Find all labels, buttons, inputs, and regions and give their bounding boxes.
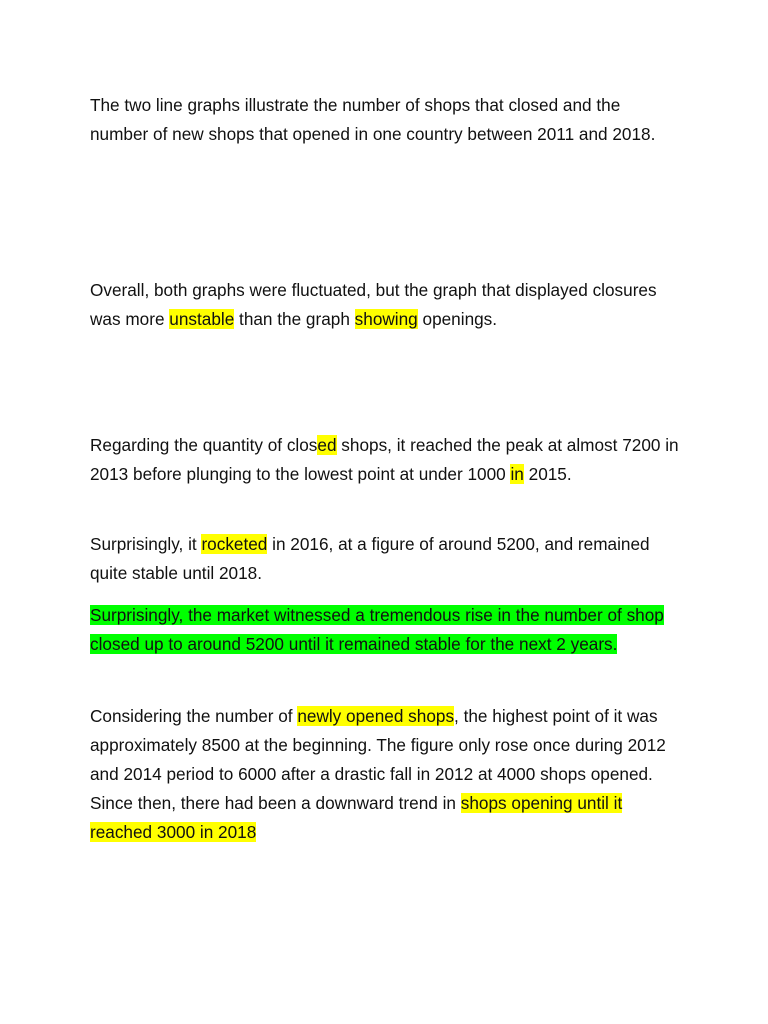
rocketed-text-a: Surprisingly, it <box>90 534 202 554</box>
rocketed-paragraph <box>90 530 680 588</box>
highlight-unstable: unstable <box>169 309 235 329</box>
intro-paragraph <box>90 91 680 149</box>
highlight-showing: showing <box>354 309 418 329</box>
highlight-ed: ed <box>317 435 337 455</box>
highlight-rocketed: rocketed <box>201 534 268 554</box>
opened-text-a: Considering the number of <box>90 706 298 726</box>
closed-shops-paragraph <box>90 431 680 489</box>
overview-text-c: openings. <box>417 309 498 329</box>
closed-text-c: 2015. <box>523 464 572 484</box>
rocketed-text-b: in 2016, at a figure of around 5200, and remained quite stable until 2018. <box>90 534 650 583</box>
opened-text-b: , the highest point of it was approximately 8500 at the beginning. The figure only rose once during 2012 and 2014 period to 6000 after a drastic fall in 2012 at 4000 shops opened. Since then, there had been a downward trend in <box>90 706 666 813</box>
highlight-green-sentence: Surprisingly, the market witnessed a tremendous rise in the number of shop closed up to around 5200 until it remained stable for the next 2 years. <box>90 605 664 654</box>
overview-paragraph <box>90 276 680 334</box>
highlight-newly-opened-shops: newly opened shops <box>297 706 455 726</box>
highlight-shops-opening: shops opening until it reached 3000 in 2018 <box>90 793 623 842</box>
closed-text-b: shops, it reached the peak at almost 7200 in 2013 before plunging to the lowest point at under 1000 <box>90 435 679 484</box>
closed-text-a: Regarding the quantity of clos <box>90 435 318 455</box>
green-highlight-paragraph <box>90 601 680 659</box>
overview-text-a: Overall, both graphs were fluctuated, but the graph that displayed closures was more <box>90 280 657 329</box>
highlight-in: in <box>510 464 524 484</box>
overview-text-b: than the graph <box>234 309 355 329</box>
intro-text: The two line graphs illustrate the number of shops that closed and the number of new shops that opened in one country between 2011 and 2018. <box>90 95 656 144</box>
opened-shops-paragraph <box>90 702 680 847</box>
